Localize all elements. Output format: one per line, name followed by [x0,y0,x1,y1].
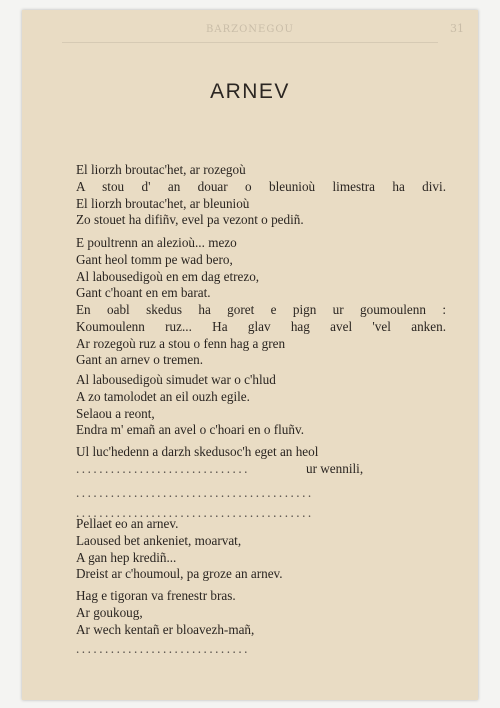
elision-dots: ......................................... [76,505,314,521]
verse-line: Gant c'hoant en em barat. [76,285,211,301]
verse-line: Ul luc'hedenn a darzh skedusoc'h eget an heol [76,444,319,459]
verse-line: Ar rozegoù ruz a stou o fenn hag a gren [76,335,286,351]
verse-fragment: ur wennili, [306,460,364,476]
verse-line: Dreist ar c'houmoul, pa groze an arnev. [76,566,283,582]
stanza-4 [76,372,446,439]
verse-line: Gant an arnev o tremen. [76,352,204,368]
verse-line: A zo tamolodet an eil ouzh egile. [76,388,250,404]
verse-line: Endra m' emañ an avel o c'hoari en o fluñv. [76,422,304,438]
verse-line: En oabl skedus ha goret e pign ur goumoulenn : [76,302,446,317]
verse-line: Ar goukoug, [76,604,143,620]
verse-line: Koumoulenn ruz... Ha glav hag avel 'vel anken. [76,318,446,334]
verse-line: El liorzh broutac'het, ar rozegoù [76,162,246,177]
verse-line: A stou d' an douar o bleunioù limestra ha divi. [76,178,446,194]
stanza-6 [76,516,446,583]
elision-dots: .............................. [76,641,250,657]
verse-line: Ar wech kentañ er bloavezh-mañ, [76,621,255,637]
stanza-2 [76,235,446,302]
verse-line: El liorzh broutac'het, ar bleunioù [76,195,250,211]
page-number: 31 [450,22,464,35]
header-rule [62,42,438,43]
stanza-1 [76,162,446,229]
elision-dots: .............................. [76,460,250,476]
verse-line: Al labousedigoù simudet war o c'hlud [76,372,276,387]
verse-line: Al labousedigoù en em dag etrezo, [76,268,260,284]
verse-line: Laoused bet ankeniet, moarvat, [76,532,242,548]
verse-line: Zo stouet ha difiñv, evel pa vezont o pediñ. [76,212,304,228]
verse-line: A gan hep krediñ... [76,549,177,565]
verse-line-elided [76,461,446,483]
verse-line: E poultrenn an alezioù... mezo [76,235,237,250]
verse-line: Gant heol tomm pe wad bero, [76,251,233,267]
verse-line: Selaou a reont, [76,405,155,421]
verse-line: Pellaet eo an arnev. [76,516,179,531]
elision-dots: ......................................... [76,485,314,501]
running-header: BARZONEGOU [206,24,294,35]
stanza-7 [76,588,446,658]
book-page [22,10,478,700]
stanza-3 [76,302,446,369]
poem-title: ARNEV [210,80,290,103]
verse-line: Hag e tigoran va frenestr bras. [76,588,236,603]
stanza-5 [76,444,446,522]
